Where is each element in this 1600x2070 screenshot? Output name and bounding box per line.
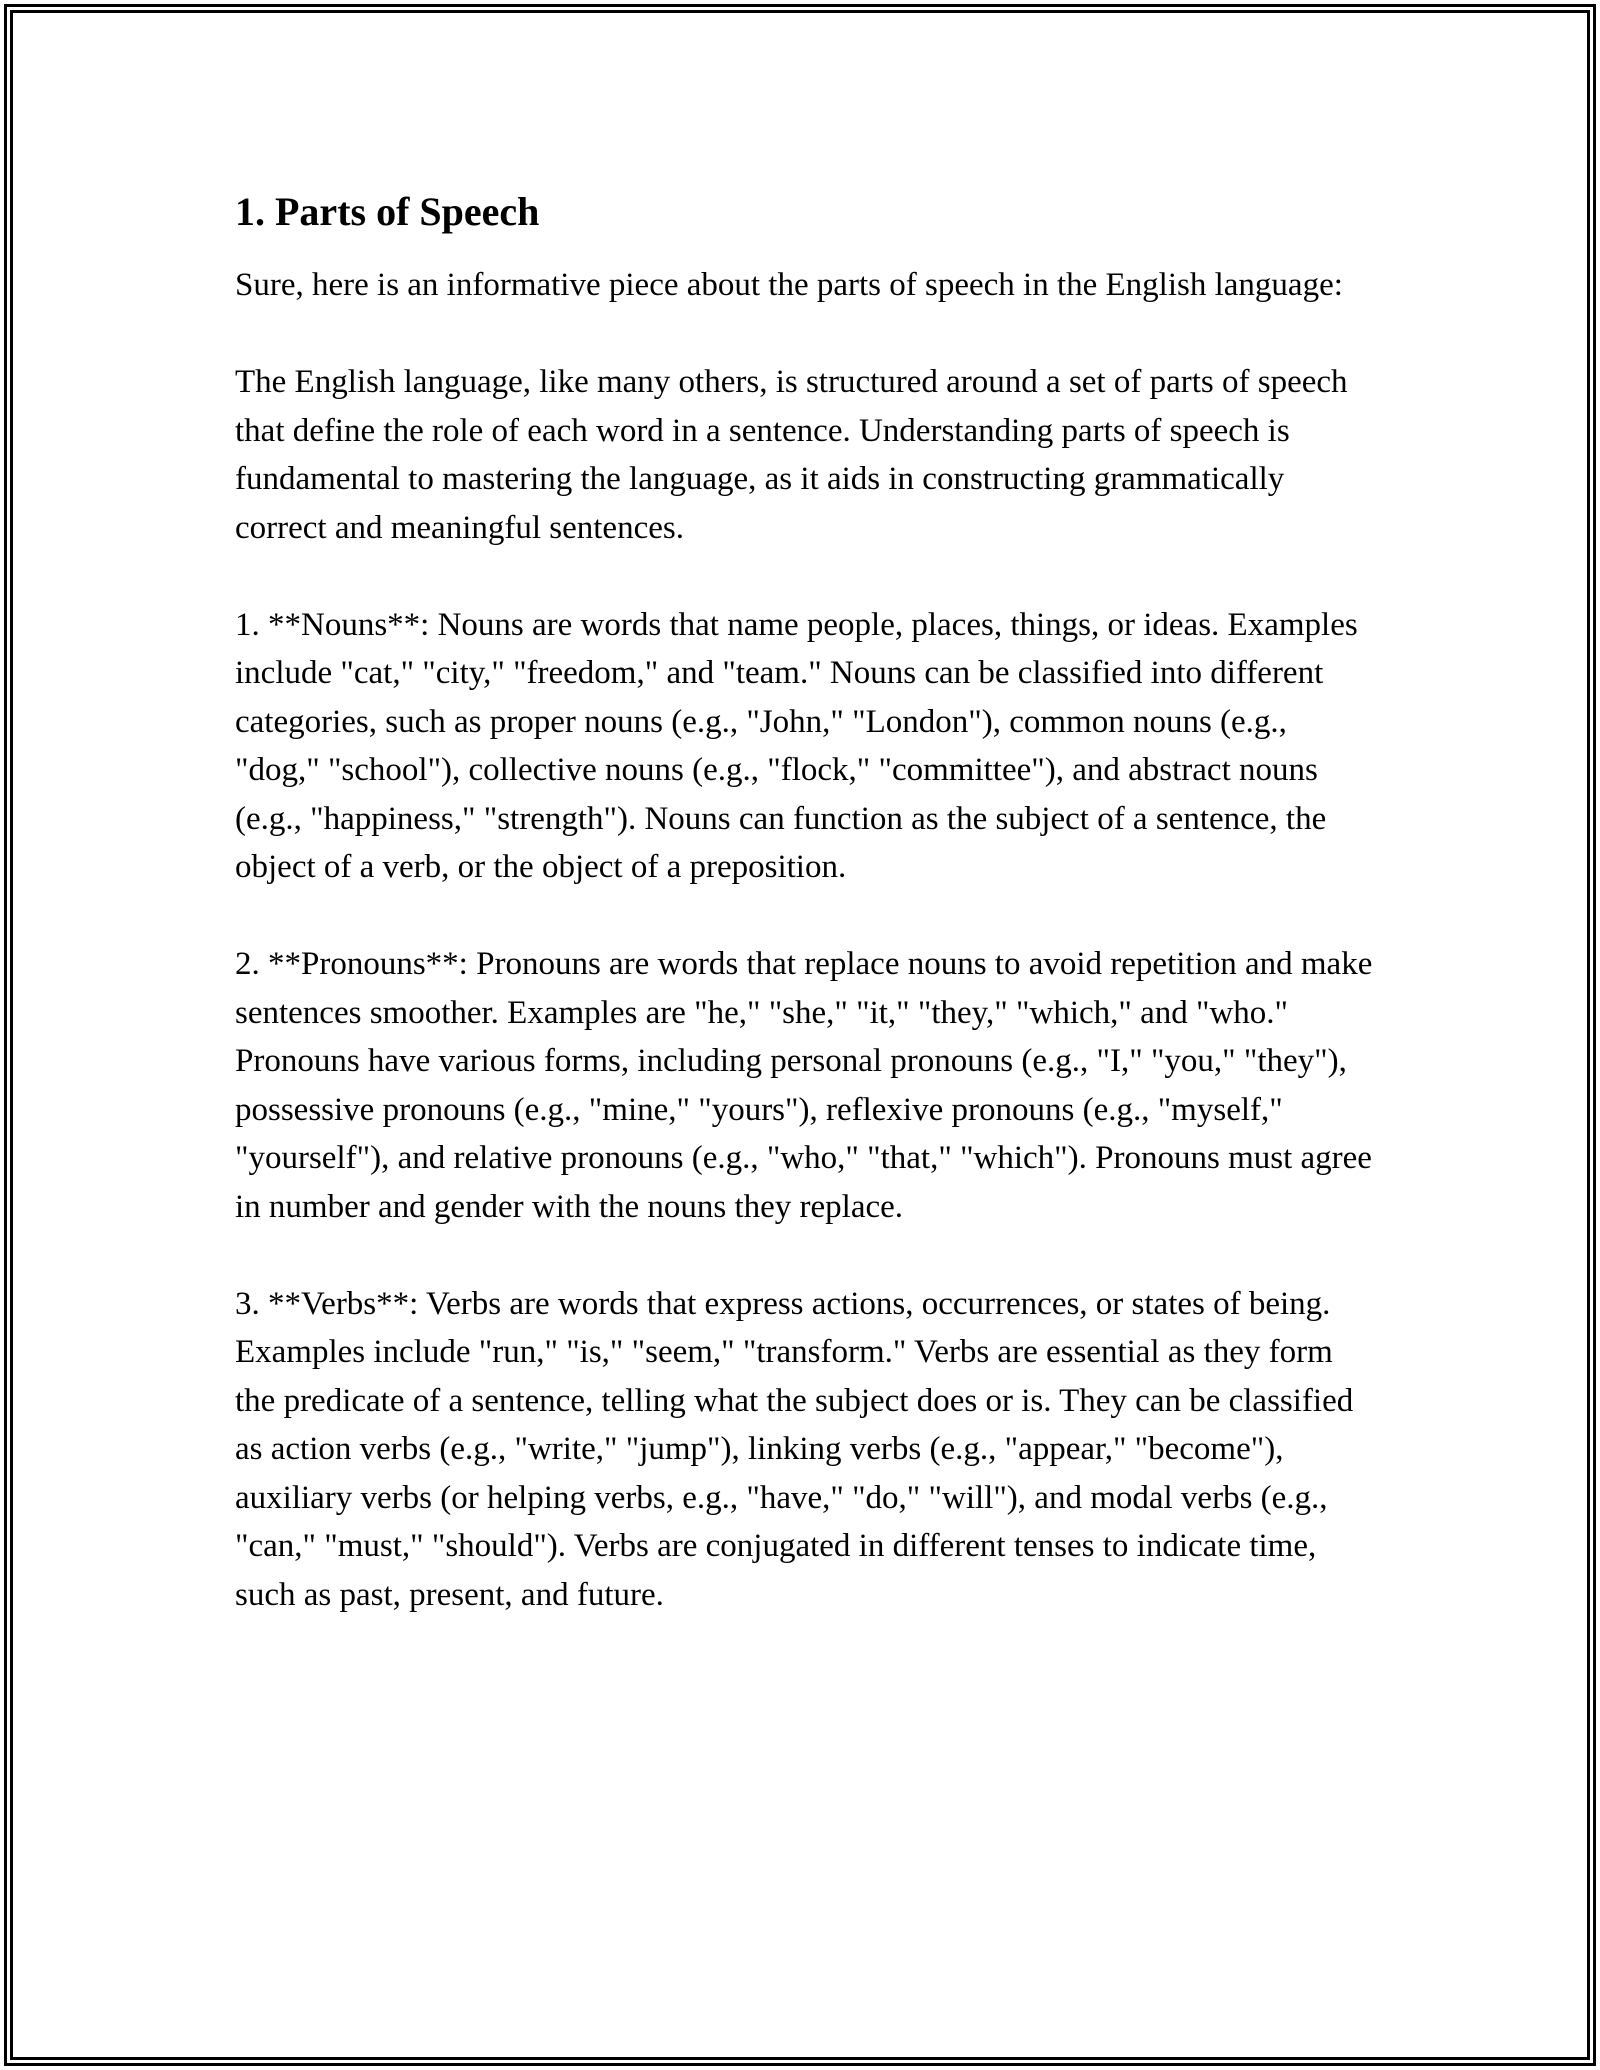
nouns-paragraph: 1. **Nouns**: Nouns are words that name people, places, things, or ideas. Examples include "cat," "city," "freedom," and "team." Nouns can be classified into different categories, such as proper nouns (e.g., "John," "London"), common nouns (e.g., "dog," "school"), collective nouns (e.g., "flock," "committee"), and abstract nouns (e.g., "happiness," "strength"). Nouns can function as the subject of a sentence, the object of a verb, or the object of a preposition.	[235, 606, 1358, 885]
document-title: 1. Parts of Speech	[235, 189, 540, 234]
verbs-paragraph: 3. **Verbs**: Verbs are words that express actions, occurrences, or states of being. Examples include "run," "is," "seem," "transform." Verbs are essential as they form the predicate of a sentence, telling what the subject does or is. They can be classified as action verbs (e.g., "write," "jump"), linking verbs (e.g., "appear," "become"), auxiliary verbs (or helping verbs, e.g., "have," "do," "will"), and modal verbs (e.g., "can," "must," "should"). Verbs are conjugated in different tenses to indicate time, such as past, present, and future.	[235, 1285, 1354, 1613]
document-body	[235, 186, 1375, 1619]
intro-paragraph: Sure, here is an informative piece about the parts of speech in the English language:	[235, 267, 1343, 303]
overview-paragraph: The English language, like many others, is structured around a set of parts of speech that define the role of each word in a sentence. Understanding parts of speech is fundamental to mastering the language, as it aids in constructing grammatically correct and meaningful sentences.	[235, 364, 1348, 546]
pronouns-paragraph: 2. **Pronouns**: Pronouns are words that replace nouns to avoid repetition and make sentences smoother. Examples are "he," "she," "it," "they," "which," and "who." Pronouns have various forms, including personal pronouns (e.g., "I," "you," "they"), possessive pronouns (e.g., "mine," "yours"), reflexive pronouns (e.g., "myself," "yourself"), and relative pronouns (e.g., "who," "that," "which"). Pronouns must agree in number and gender with the nouns they replace.	[235, 946, 1373, 1225]
